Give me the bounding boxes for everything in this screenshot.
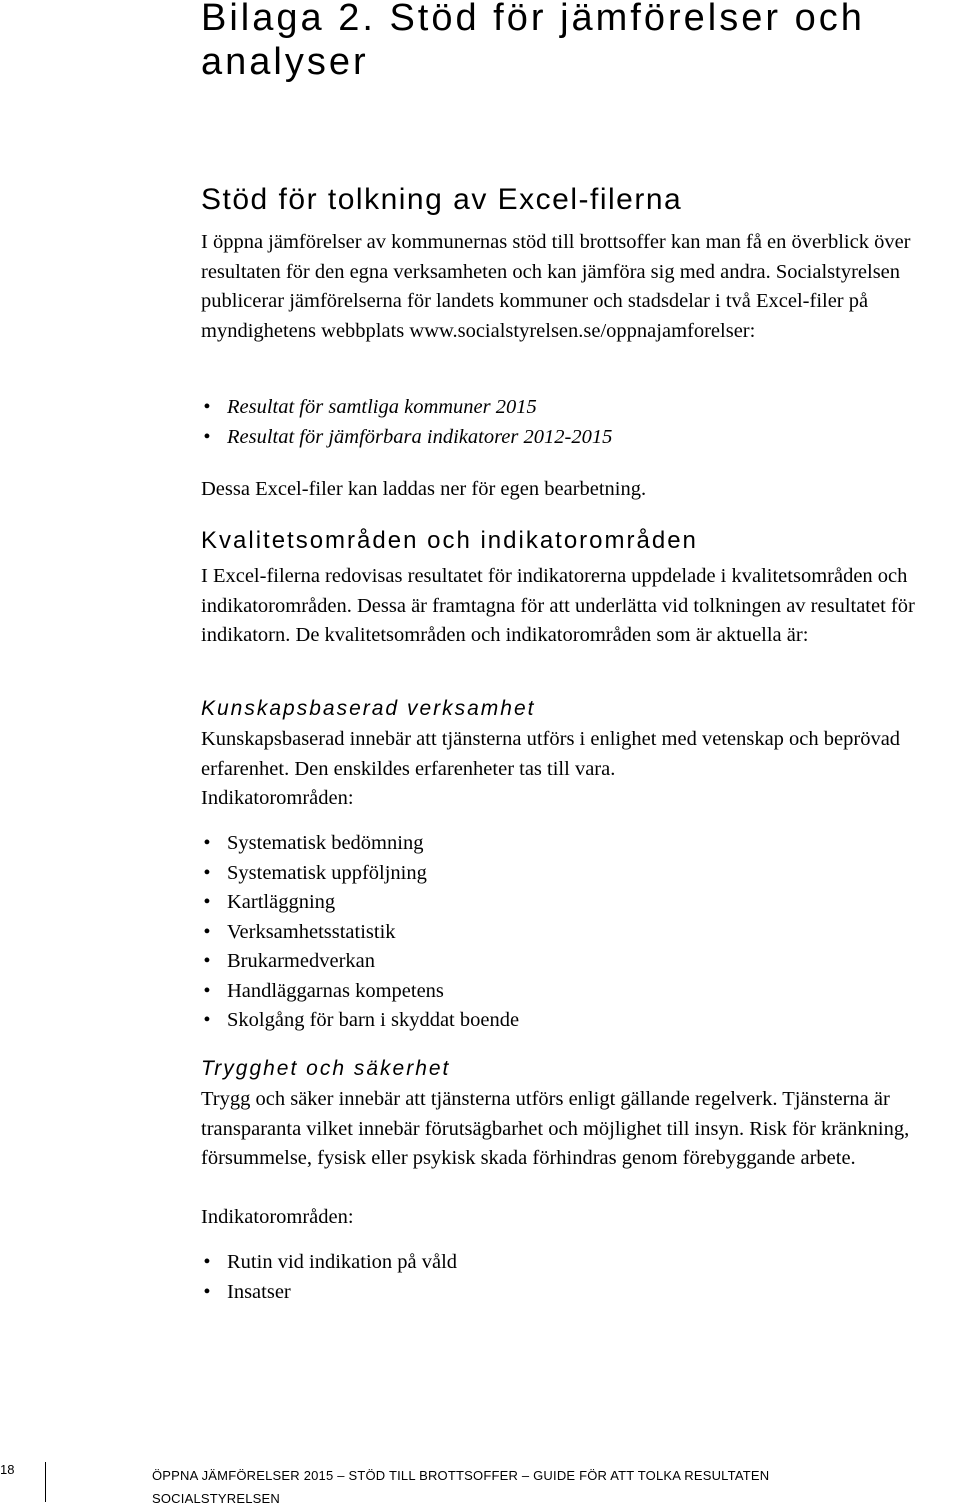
intro-paragraph: I öppna jämförelser av kommunernas stöd till brottsoffer kan man få en överblick över resultaten för den egna verksamheten och kan jämföra sig med andra. Socialstyrelsen publicerar jämförelserna för landets kommuner och stadsdelar i två Excel-filer på myndighetens webbplats www.socialstyrelsen.se/oppnajamforelser: bbox=[201, 231, 911, 342]
page-title: Bilaga 2. Stöd för jämförelser och analyser bbox=[201, 0, 865, 83]
list-item: • Resultat för jämförbara indikatorer 2012-2015 bbox=[201, 423, 612, 453]
area-heading-knowledge: Kunskapsbaserad verksamhet bbox=[201, 697, 536, 720]
footer-organization: SOCIALSTYRELSEN bbox=[152, 1491, 280, 1506]
bullet: • bbox=[203, 396, 211, 418]
bullet: • bbox=[203, 832, 211, 854]
list-item: • Rutin vid indikation på våld bbox=[201, 1248, 457, 1278]
list-item: • Verksamhetsstatistik bbox=[201, 918, 519, 948]
file-list bbox=[201, 393, 612, 452]
safety-indicator-list bbox=[201, 1248, 457, 1307]
list-item: • Systematisk bedömning bbox=[201, 829, 519, 859]
list-item: • Skolgång för barn i skyddat boende bbox=[201, 1006, 519, 1036]
areas-paragraph: I Excel-filerna redovisas resultatet för indikatorerna uppdelade i kvalitetsområden och indikatorområden. Dessa är framtagna för att underlätta vid tolkningen av resultatet för indikatorn. De kvalitetsområden och indikatorområden som är aktuella är: bbox=[201, 565, 915, 646]
list-item: • Systematisk uppföljning bbox=[201, 859, 519, 889]
bullet: • bbox=[203, 425, 211, 448]
knowledge-indicator-label: Indikatorområden: bbox=[201, 787, 354, 809]
bullet: • bbox=[203, 920, 211, 943]
safety-indicator-label: Indikatorområden: bbox=[201, 1206, 354, 1228]
bullet: • bbox=[203, 979, 211, 1002]
download-note: Dessa Excel-filer kan laddas ner för egen bearbetning. bbox=[201, 478, 647, 500]
footer-title: ÖPPNA JÄMFÖRELSER 2015 – STÖD TILL BROTTSOFFER – GUIDE FÖR ATT TOLKA RESULTATEN bbox=[152, 1468, 770, 1483]
bullet: • bbox=[203, 950, 211, 972]
section-heading-excel: Stöd för tolkning av Excel-filerna bbox=[201, 183, 683, 216]
list-item: • Insatser bbox=[201, 1278, 457, 1308]
safety-paragraph: Trygg och säker innebär att tjänsterna utförs enligt gällande regelverk. Tjänsterna är transparanta vilket innebär förutsägbarhet och möjlighet till insyn. Risk för kränkning, försummelse, fysisk eller psykisk skada förhindras genom förebyggande arbete. bbox=[201, 1088, 910, 1169]
bullet: • bbox=[203, 1251, 211, 1273]
bullet: • bbox=[203, 891, 211, 913]
footer-divider bbox=[45, 1462, 46, 1502]
list-item: • Brukarmedverkan bbox=[201, 947, 519, 977]
area-heading-safety: Trygghet och säkerhet bbox=[201, 1057, 451, 1080]
list-item: • Handläggarnas kompetens bbox=[201, 977, 519, 1007]
knowledge-indicator-list bbox=[201, 829, 519, 1036]
bullet: • bbox=[203, 861, 211, 884]
page-number: 18 bbox=[0, 1462, 15, 1477]
bullet: • bbox=[203, 1009, 211, 1031]
knowledge-paragraph: Kunskapsbaserad innebär att tjänsterna utförs i enlighet med vetenskap och beprövad erfarenhet. Den enskildes erfarenheter tas till vara. bbox=[201, 728, 901, 780]
list-item: • Resultat för samtliga kommuner 2015 bbox=[201, 393, 612, 423]
bullet: • bbox=[203, 1280, 211, 1303]
section-heading-areas: Kvalitetsområden och indikatorområden bbox=[201, 527, 698, 554]
list-item: • Kartläggning bbox=[201, 888, 519, 918]
